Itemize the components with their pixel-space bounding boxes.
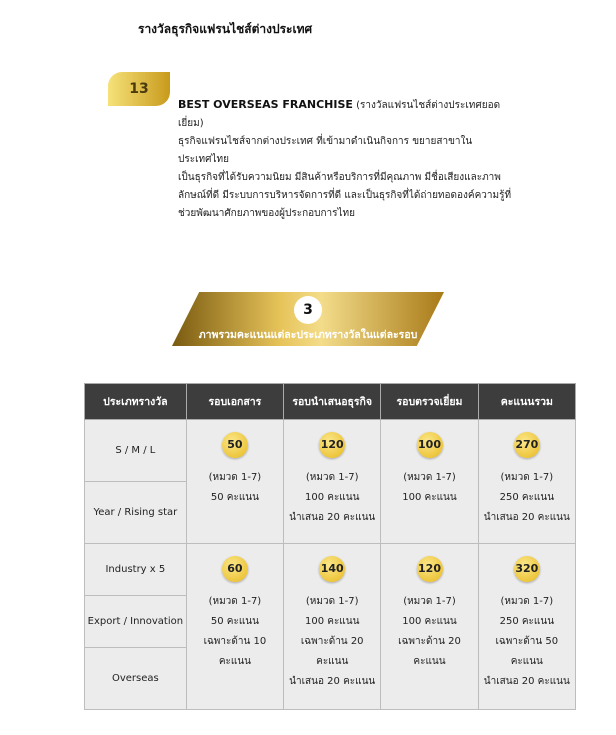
cell-line: เฉพาะด้าน 20: [398, 636, 461, 647]
score-badge: 270: [514, 432, 540, 458]
category-cell: S / M / L: [85, 420, 187, 482]
award-line: ธุรกิจแฟรนไชส์จากต่างประเทศ ที่เข้ามาดำเนินกิจการ ขยายสาขาในประเทศไทย: [178, 136, 473, 165]
award-number-tab: [108, 72, 170, 106]
cell-line: เฉพาะด้าน 20: [300, 636, 364, 647]
cell-line: คะแนน: [413, 656, 446, 667]
award-line: เป็นธุรกิจที่ได้รับความนิยม มีสินค้าหรือบริการที่มีคุณภาพ มีชื่อเสียงและภาพ: [178, 172, 501, 183]
section-caption: ภาพรวมคะแนนแต่ละประเภทรางวัลในแต่ละรอบ: [198, 329, 418, 341]
cell-line: (หมวด 1-7): [208, 596, 262, 607]
cell-line: นำเสนอ 20 คะแนน: [483, 512, 570, 523]
header-cell: ประเภทรางวัล: [85, 384, 187, 420]
cell-line: 100 คะแนน: [402, 492, 457, 503]
award-heading: [178, 96, 518, 133]
cell-line: (หมวด 1-7): [500, 596, 554, 607]
score-badge: 60: [222, 556, 248, 582]
header-cell: คะแนนรวม: [478, 384, 575, 420]
score-cell: [284, 544, 381, 710]
category-cell: Export / Innovation: [85, 596, 187, 648]
page-title: รางวัลธุรกิจแฟรนไชส์ต่างประเทศ: [138, 22, 313, 36]
cell-line: 100 คะแนน: [304, 492, 360, 503]
cell-line: 100 คะแนน: [402, 616, 457, 627]
score-badge: 50: [222, 432, 248, 458]
score-cell: [186, 420, 283, 544]
category-cell: Year / Rising star: [85, 482, 187, 544]
cell-line: 50 คะแนน: [210, 616, 259, 627]
cell-line: 250 คะแนน: [499, 616, 555, 627]
cell-line: (หมวด 1-7): [305, 596, 359, 607]
score-cell: [381, 420, 478, 544]
category-cell: Overseas: [85, 648, 187, 710]
score-table: [84, 383, 576, 710]
award-description: [178, 96, 518, 223]
cell-line: (หมวด 1-7): [208, 472, 262, 483]
award-line: ลักษณ์ที่ดี มีระบบการบริหารจัดการที่ดี และเป็นธุรกิจที่ได้ถ่ายทอดองค์ความรู้ที่: [178, 190, 512, 201]
award-name-th: (รางวัลแฟรนไชส์ต่างประเทศยอดเยี่ยม): [178, 100, 501, 129]
cell-line: 50 คะแนน: [210, 492, 259, 503]
cell-line: (หมวด 1-7): [500, 472, 554, 483]
cell-line: คะแนน: [316, 656, 349, 667]
score-cell: [186, 544, 283, 710]
table-header-row: [85, 384, 576, 420]
score-cell: [478, 544, 575, 710]
cell-line: เฉพาะด้าน 50: [495, 636, 559, 647]
cell-line: (หมวด 1-7): [403, 596, 456, 607]
award-number: 13: [129, 81, 149, 97]
category-cell: Industry x 5: [85, 544, 187, 596]
score-badge: 320: [514, 556, 540, 582]
header-cell: รอบนำเสนอธุรกิจ: [284, 384, 381, 420]
cell-line: (หมวด 1-7): [403, 472, 456, 483]
table-row: [85, 544, 576, 596]
award-line: ช่วยพัฒนาศักยภาพของผู้ประกอบการไทย: [178, 208, 356, 219]
cell-line: คะแนน: [510, 656, 543, 667]
table-row: [85, 420, 576, 482]
cell-line: นำเสนอ 20 คะแนน: [483, 676, 570, 687]
score-cell: [284, 420, 381, 544]
section-banner: [172, 292, 444, 346]
score-badge: 140: [319, 556, 345, 582]
award-name-en: BEST OVERSEAS FRANCHISE: [178, 98, 353, 111]
score-badge: 120: [319, 432, 345, 458]
score-badge: 100: [417, 432, 443, 458]
score-cell: [381, 544, 478, 710]
cell-line: เฉพาะด้าน 10: [203, 636, 267, 647]
cell-line: 100 คะแนน: [304, 616, 360, 627]
cell-line: 250 คะแนน: [499, 492, 555, 503]
score-cell: [478, 420, 575, 544]
section-number: 3: [294, 296, 322, 324]
cell-line: นำเสนอ 20 คะแนน: [289, 676, 376, 687]
cell-line: นำเสนอ 20 คะแนน: [289, 512, 376, 523]
header-cell: รอบเอกสาร: [186, 384, 283, 420]
cell-line: (หมวด 1-7): [305, 472, 359, 483]
cell-line: คะแนน: [218, 656, 251, 667]
score-badge: 120: [417, 556, 443, 582]
header-cell: รอบตรวจเยี่ยม: [381, 384, 478, 420]
